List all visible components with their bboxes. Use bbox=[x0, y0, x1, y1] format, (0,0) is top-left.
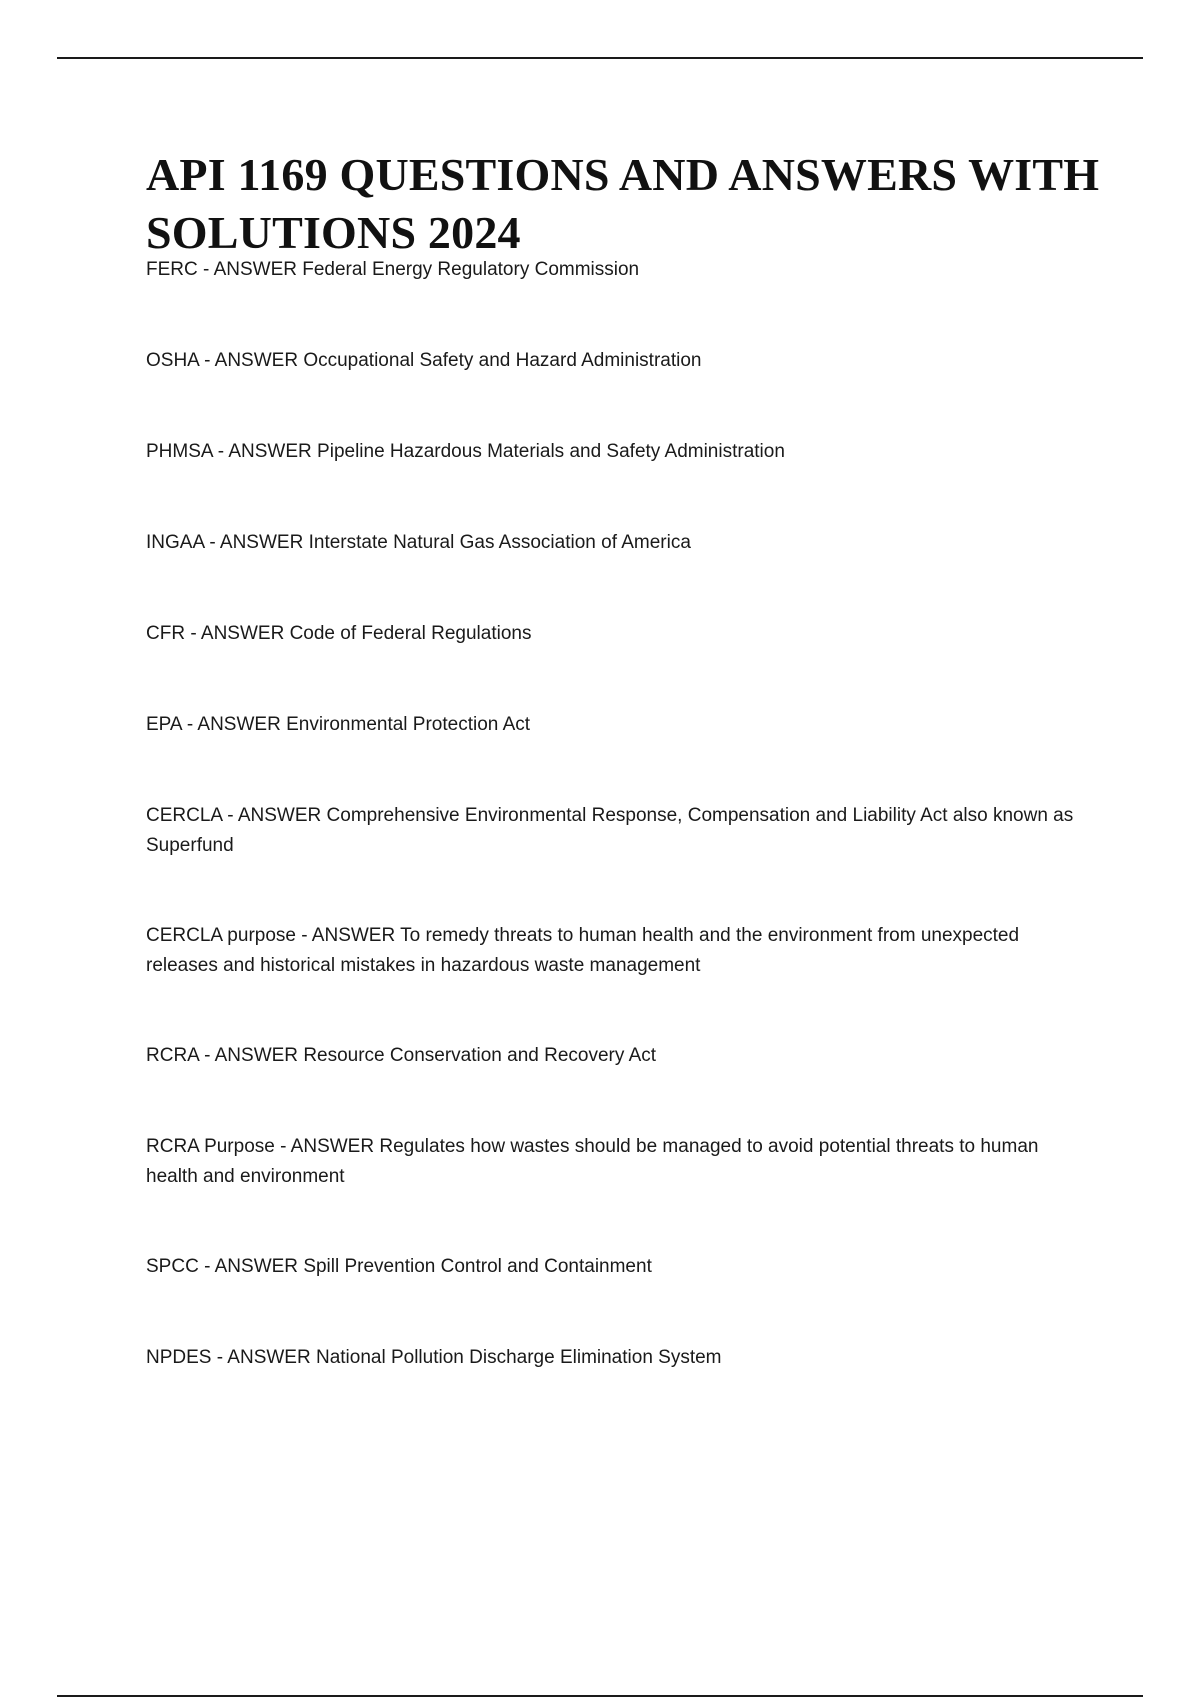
qa-answer: Resource Conservation and Recovery Act bbox=[303, 1045, 657, 1066]
qa-separator: - ANSWER bbox=[204, 532, 309, 553]
qa-term: OSHA bbox=[146, 350, 199, 371]
qa-separator: - ANSWER bbox=[198, 1045, 304, 1066]
qa-term: FERC bbox=[146, 259, 198, 280]
qa-separator: - ANSWER bbox=[222, 805, 327, 826]
qa-term: CERCLA purpose bbox=[146, 925, 296, 946]
qa-entry bbox=[146, 1343, 1086, 1403]
qa-separator: - ANSWER bbox=[185, 623, 290, 644]
qa-answer: Occupational Safety and Hazard Administration bbox=[303, 350, 702, 371]
qa-answer: Pipeline Hazardous Materials and Safety Administration bbox=[317, 441, 785, 462]
qa-answer: Regulates how wastes should be managed to avoid potential threats to human health and environment bbox=[146, 1136, 1039, 1187]
qa-entry bbox=[146, 346, 1086, 437]
qa-term: CFR bbox=[146, 623, 186, 644]
qa-term: PHMSA bbox=[146, 441, 213, 462]
qa-entry bbox=[146, 801, 1086, 921]
qa-term: RCRA bbox=[146, 1045, 199, 1066]
qa-entry bbox=[146, 528, 1086, 619]
qa-answer: Interstate Natural Gas Association of America bbox=[308, 532, 691, 553]
qa-entry bbox=[146, 1132, 1086, 1252]
qa-term: NPDES bbox=[146, 1347, 212, 1368]
qa-answer: Environmental Protection Act bbox=[286, 714, 531, 735]
qa-entry bbox=[146, 255, 1086, 346]
qa-list bbox=[146, 255, 1086, 1403]
qa-separator: - ANSWER bbox=[274, 1136, 380, 1157]
qa-answer: National Pollution Discharge Elimination System bbox=[315, 1347, 722, 1368]
qa-separator: - ANSWER bbox=[181, 714, 287, 735]
qa-answer: To remedy threats to human health and the environment from unexpected releases and historical mistakes in hazardous waste management bbox=[146, 925, 1020, 976]
qa-entry bbox=[146, 1041, 1086, 1132]
qa-separator: - ANSWER bbox=[198, 350, 304, 371]
bottom-divider bbox=[57, 1695, 1143, 1697]
qa-entry bbox=[146, 437, 1086, 528]
qa-separator: - ANSWER bbox=[211, 1347, 316, 1368]
qa-term: CERCLA bbox=[146, 805, 223, 826]
qa-separator: - ANSWER bbox=[198, 1256, 304, 1277]
qa-term: INGAA bbox=[146, 532, 205, 553]
qa-separator: - ANSWER bbox=[197, 259, 303, 280]
qa-answer: Spill Prevention Control and Containment bbox=[303, 1256, 652, 1277]
qa-answer: Federal Energy Regulatory Commission bbox=[302, 259, 640, 280]
qa-entry bbox=[146, 619, 1086, 710]
qa-separator: - ANSWER bbox=[295, 925, 401, 946]
qa-answer: Code of Federal Regulations bbox=[289, 623, 532, 644]
document-title: API 1169 QUESTIONS AND ANSWERS WITH SOLUTIONS 2024 bbox=[146, 149, 1100, 258]
qa-entry bbox=[146, 710, 1086, 801]
top-divider bbox=[57, 57, 1143, 59]
qa-term: EPA bbox=[146, 714, 182, 735]
qa-entry bbox=[146, 921, 1086, 1041]
qa-separator: - ANSWER bbox=[212, 441, 318, 462]
qa-term: RCRA Purpose bbox=[146, 1136, 275, 1157]
qa-entry bbox=[146, 1252, 1086, 1343]
qa-term: SPCC bbox=[146, 1256, 199, 1277]
qa-answer: Comprehensive Environmental Response, Compensation and Liability Act also known as Superfund bbox=[146, 805, 1074, 856]
